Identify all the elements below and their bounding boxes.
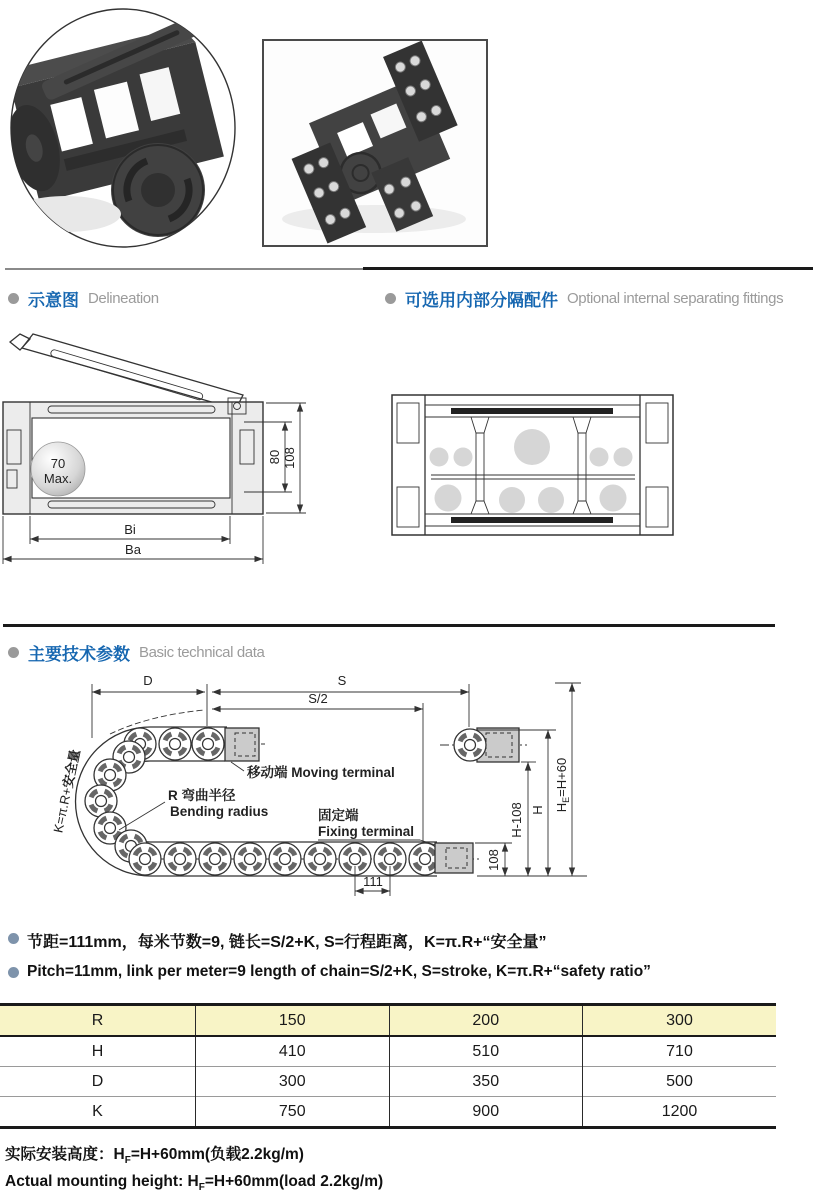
cell: 710 [583, 1036, 777, 1067]
subscript: F [198, 1182, 205, 1194]
section-header-fittings [385, 286, 783, 311]
section-title-zh: 主要技术参数 [28, 645, 130, 664]
mounting-height-zh [5, 1142, 304, 1166]
header-cell-200: 200 [389, 1005, 583, 1037]
k-formula: K=π.R+安全量 [50, 748, 83, 835]
divider-top-black [363, 267, 813, 270]
product-photo-frame [262, 39, 488, 247]
text: Actual mounting height: H [5, 1173, 199, 1190]
section-title-en: Basic technical data [139, 644, 265, 661]
bullet-icon [385, 293, 396, 304]
dim-ba: Ba [125, 542, 141, 557]
radius-label-en: Bending radius [170, 804, 269, 819]
subscript: F [124, 1155, 131, 1167]
dim-h: H [530, 805, 545, 815]
dim-s: S [337, 673, 347, 688]
cell: D [0, 1067, 196, 1097]
cell: 510 [389, 1036, 583, 1067]
ball-value: 70 [50, 456, 66, 471]
note-text: 节距=111mm，每米节数=9, 链长=S/2+K, S=行程距离，K=π.R+“安全量” [27, 934, 547, 951]
fixing-label-zh: 固定端 [318, 808, 359, 823]
bracket-photo-art [264, 41, 486, 245]
dim-h108: H-108 [509, 802, 524, 838]
cell: K [0, 1097, 196, 1128]
separator-fittings-drawing [383, 383, 683, 541]
chain-links [85, 728, 441, 875]
text: =H+60mm(load 2.2kg/m) [204, 1173, 384, 1190]
bullet-icon [8, 933, 19, 944]
section-header-delineation [8, 286, 159, 311]
cell: 410 [196, 1036, 390, 1067]
note-text: Pitch=11mm, link per meter=9 length of chain=S/2+K, S=stroke, K=π.R+“safety ratio” [27, 963, 651, 980]
dim-108: 108 [282, 447, 297, 469]
product-photo-circle [6, 4, 242, 252]
cell: H [91, 1042, 104, 1060]
ball-unit: Max. [43, 471, 73, 486]
text: 实际安装高度：H [5, 1146, 125, 1163]
section-title-en: Delineation [88, 290, 159, 307]
note-pitch-en [8, 963, 808, 981]
divider-mid [3, 624, 775, 627]
cell: 750 [196, 1097, 390, 1128]
dim-108: 108 [486, 849, 501, 871]
dim-d: D [143, 673, 153, 688]
dim-bi: Bi [124, 522, 136, 537]
bullet-icon [8, 967, 19, 978]
dim-80: 80 [267, 449, 282, 465]
divider-top-gray [5, 268, 363, 270]
note-pitch-zh [8, 929, 808, 952]
radius-label-zh: R 弯曲半径 [168, 788, 236, 803]
header-cell-r: R [0, 1005, 196, 1037]
mounting-height-en [5, 1173, 383, 1193]
section-title-en: Optional internal separating fittings [567, 290, 784, 307]
cell: 500 [583, 1067, 777, 1097]
dim-pitch: 111 [363, 874, 383, 889]
side-section-drawing [0, 332, 312, 570]
dim-s-half: S/2 [308, 691, 328, 706]
header-cell-300: 300 [583, 1005, 777, 1037]
chain-link-photo-art [6, 14, 224, 237]
table-row-k [0, 1097, 776, 1128]
moving-terminal-label: 移动端 Moving terminal [247, 765, 395, 780]
header-cell-150: 150 [196, 1005, 390, 1037]
fixing-label-en: Fixing terminal [318, 824, 415, 839]
cell: 350 [389, 1067, 583, 1097]
bullet-icon [8, 293, 19, 304]
bending-radius-diagram [15, 670, 807, 918]
table-row-d [0, 1067, 776, 1097]
table-header-row [0, 1005, 776, 1037]
cell: 900 [389, 1097, 583, 1128]
bullet-icon [8, 647, 19, 658]
text: =H+60mm(负载2.2kg/m) [130, 1146, 304, 1163]
open-lid [22, 334, 243, 409]
section-header-technical [8, 640, 264, 665]
table-row-h [0, 1036, 776, 1067]
dim-he: $H_E=H+60$ [554, 757, 571, 813]
section-title-zh: 示意图 [28, 291, 79, 310]
section-title-zh: 可选用内部分隔配件 [405, 291, 558, 310]
cell: 1200 [583, 1097, 777, 1128]
spec-table [0, 1003, 776, 1129]
cell: 300 [196, 1067, 390, 1097]
